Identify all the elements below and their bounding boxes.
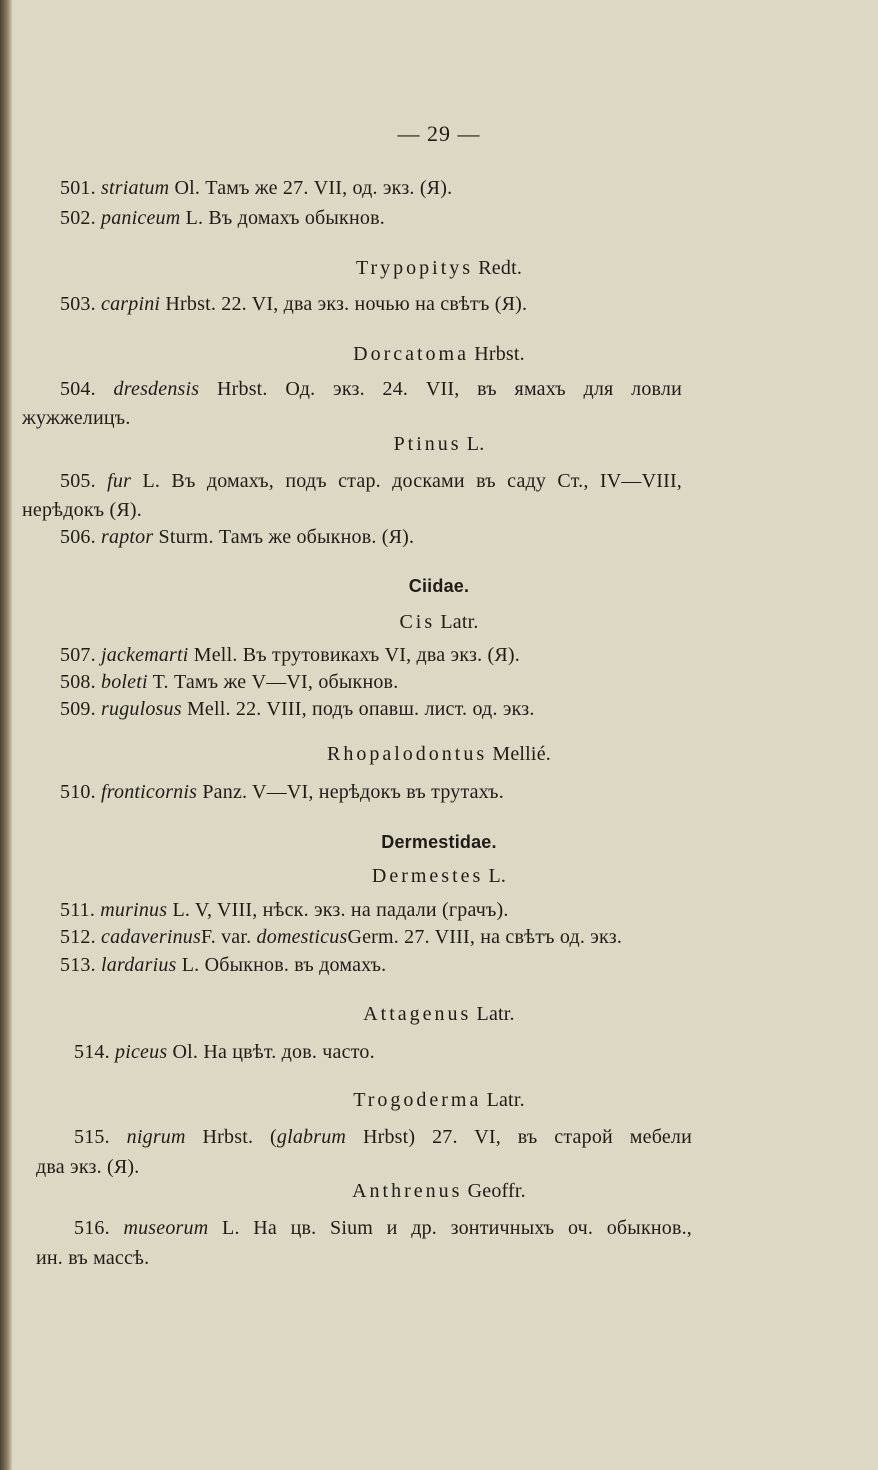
genus-author: Latr.: [476, 1003, 515, 1025]
species-name: lardarius: [101, 954, 177, 976]
entry-number: 502.: [60, 207, 96, 229]
entry-number: 514.: [74, 1041, 110, 1063]
synonym-name: glabrum: [276, 1126, 347, 1148]
species-name: nigrum: [126, 1126, 186, 1148]
genus-name: Trypopitys: [355, 257, 474, 279]
entry-510: [60, 780, 504, 804]
genus-author: Latr.: [486, 1089, 525, 1111]
entry-text: Panz. V—VI, нерѣдокъ въ трутахъ.: [202, 781, 504, 803]
family-heading-dermestidae: Dermestidae.: [381, 832, 497, 852]
entry-text: F. var.: [200, 926, 252, 948]
species-name: fronticornis: [101, 781, 198, 803]
genus-author: Hrbst.: [474, 343, 525, 365]
genus-name: Attagenus: [363, 1003, 472, 1025]
genus-author: Mellié.: [492, 743, 551, 765]
entry-number: 516.: [74, 1217, 110, 1239]
entry-505-continuation: нерѣдокъ (Я).: [22, 499, 142, 521]
entry-text: Hrbst. Од. экз. 24. VII, въ ямахъ для ловли: [216, 378, 682, 400]
genus-name: Cis: [399, 611, 436, 633]
entry-504: [60, 377, 682, 401]
entry-number: 515.: [74, 1126, 110, 1148]
entry-502: [60, 206, 385, 230]
entry-text: L. V, VIII, нѣск. экз. на падали (грачъ).: [172, 899, 509, 921]
genus-author: Latr.: [440, 611, 479, 633]
entry-number: 505.: [60, 470, 96, 492]
genus-author: Redt.: [478, 257, 523, 279]
genus-heading-ptinus: [0, 432, 878, 456]
entry-number: 507.: [60, 644, 96, 666]
entry-509: [60, 697, 535, 721]
entry-number: 509.: [60, 698, 96, 720]
entry-text: L. Обыкнов. въ домахъ.: [181, 954, 387, 976]
genus-name: Rhopalodontus: [327, 743, 488, 765]
entry-number: 508.: [60, 671, 96, 693]
entry-text: L. На цв. Sium и др. зонтичныхъ оч. обыкнов.,: [222, 1217, 693, 1239]
genus-heading-trypopitys: [0, 256, 878, 280]
genus-heading-attagenus: [0, 1002, 878, 1026]
entry-text: L. Въ домахъ обыкнов.: [185, 207, 385, 229]
species-name: fur: [107, 470, 132, 492]
genus-author: Geoffr.: [467, 1180, 526, 1202]
entry-507: [60, 643, 520, 667]
genus-author: L.: [466, 433, 485, 455]
entry-text: L. Въ домахъ, подъ стар. досками въ саду Ст., IV—VIII,: [142, 470, 683, 492]
entry-text: Germ. 27. VIII, на свѣтъ од. экз.: [347, 926, 623, 948]
entry-512: [60, 925, 622, 949]
entry-number: 510.: [60, 781, 96, 803]
genus-heading-rhopalodontus: [0, 742, 878, 766]
family-heading-ciidae: Ciidae.: [408, 576, 470, 596]
entry-504-continuation: жужжелицъ.: [22, 407, 131, 429]
entry-503: [60, 292, 527, 316]
entry-text: Hrbst. 22. VI, два экз. ночью на свѣтъ (Я).: [165, 293, 528, 315]
entry-515: [74, 1125, 692, 1149]
genus-name: Ptinus: [393, 433, 462, 455]
entry-513: [60, 953, 386, 977]
species-name: rugulosus: [101, 698, 182, 720]
entry-number: 501.: [60, 177, 96, 199]
entry-505: [60, 469, 682, 493]
genus-heading-dorcatoma: [0, 342, 878, 366]
entry-506: [60, 525, 414, 549]
entry-516-continuation: ин. въ массѣ.: [36, 1247, 150, 1269]
entry-511: [60, 898, 509, 922]
entry-number: 506.: [60, 526, 96, 548]
entry-number: 513.: [60, 954, 96, 976]
entry-516: [74, 1216, 692, 1240]
genus-heading-anthrenus: [0, 1179, 878, 1203]
genus-name: Dorcatoma: [353, 343, 469, 365]
genus-name: Trogoderma: [353, 1089, 482, 1111]
genus-heading-dermestes: [0, 864, 878, 888]
genus-heading-cis: [0, 610, 878, 634]
page-number: — 29 —: [397, 121, 481, 146]
species-name: cadaverinus: [101, 926, 201, 948]
species-name: paniceum: [101, 207, 181, 229]
entry-text: T. Тамъ же V—VI, обыкнов.: [152, 671, 399, 693]
entry-text: Sturm. Тамъ же обыкнов. (Я).: [158, 526, 415, 548]
entry-515-continuation: два экз. (Я).: [36, 1156, 140, 1178]
entry-number: 503.: [60, 293, 96, 315]
species-name: dresdensis: [113, 378, 200, 400]
entry-508: [60, 670, 398, 694]
genus-name: Dermestes: [371, 865, 484, 887]
entry-text: Hrbst. (: [202, 1126, 277, 1148]
genus-author: L.: [488, 865, 507, 887]
species-name: murinus: [100, 899, 168, 921]
entry-text: Mell. Въ трутовикахъ VI, два экз. (Я).: [193, 644, 520, 666]
entry-text: Ol. Тамъ же 27. VII, од. экз. (Я).: [174, 177, 453, 199]
species-name: jackemarti: [101, 644, 189, 666]
entry-501: [60, 176, 452, 200]
entry-number: 512.: [60, 926, 96, 948]
species-name: piceus: [115, 1041, 168, 1063]
entry-number: 511.: [60, 899, 96, 921]
species-name: boleti: [101, 671, 148, 693]
entry-text: Ol. На цвѣт. дов. часто.: [172, 1041, 375, 1063]
entry-text: Mell. 22. VIII, подъ опавш. лист. од. экз.: [186, 698, 535, 720]
species-name: striatum: [101, 177, 170, 199]
variety-name: domesticus: [256, 926, 348, 948]
genus-heading-trogoderma: [0, 1088, 878, 1112]
species-name: carpini: [101, 293, 161, 315]
species-name: raptor: [101, 526, 154, 548]
entry-number: 504.: [60, 378, 96, 400]
genus-name: Anthrenus: [352, 1180, 463, 1202]
species-name: museorum: [123, 1217, 209, 1239]
entry-514: [74, 1040, 375, 1064]
entry-text: Hrbst) 27. VI, въ старой мебели: [362, 1126, 692, 1148]
